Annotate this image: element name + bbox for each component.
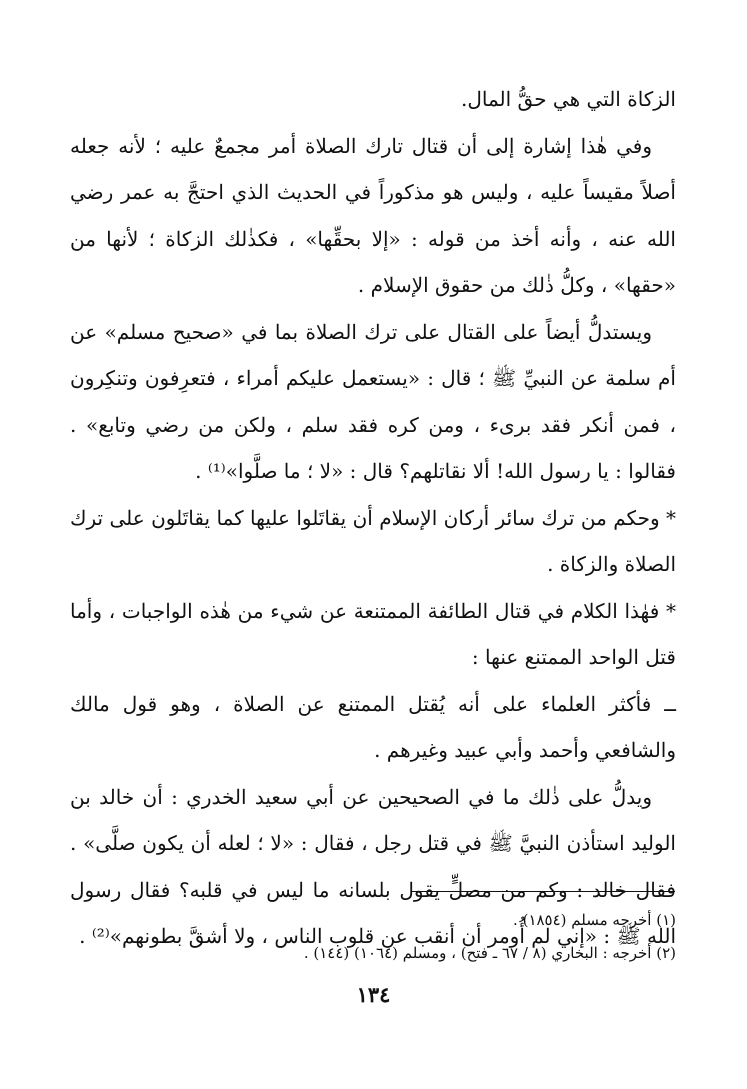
- paragraph-6: ــ فأكثر العلماء على أنه يُقتل الممتنع عن الصلاة ، وهو قول مالك والشافعي وأحمد وأبي عبيد وغيرهم .: [70, 691, 676, 762]
- paragraph-5: * فهٰذا الكلام في قتال الطائفة الممتنعة عن شيء من هٰذه الواجبات ، وأما قتل الواحد الممتنع عنها :: [70, 598, 676, 669]
- paragraph-4: * وحكم من ترك سائر أركان الإسلام أن يقاتَلوا عليها كما يقاتَلون على ترك الصلاة والزكاة .: [70, 505, 676, 576]
- paragraph-7: ويدلُّ على ذٰلك ما في الصحيحين عن أبي سعيد الخدري : أن خالد بن الوليد استأذن النبيَّ ﷺ في قتل رجل ، فقال : «لا ؛ لعله أن يكون صلَّى» . فقال خالد : وكم من مصلٍّ يقول بلسانه ما ليس في قلبه؟ فقال رسول الله ﷺ : «إني لم أُومر أن أنقب عن قلوب الناس ، ولا أشقَّ بطونهم»⁽²⁾ .: [70, 784, 676, 948]
- paragraph-2: وفي هٰذا إشارة إلى أن قتال تارك الصلاة أمر مجمعٌ عليه ؛ لأنه جعله أصلاً مقيساً عليه ، وليس هو مذكوراً في الحديث الذي احتجَّ به عمر رضي الله عنه ، وأنه أخذ من قوله : «إلا بحقِّها» ، فكذٰلك الزكاة ؛ لأنها من «حقها» ، وكلُّ ذٰلك من حقوق الإسلام .: [70, 133, 676, 297]
- footnotes: [110, 904, 676, 970]
- footnote-divider: [412, 891, 675, 892]
- footnote-2: (٢) أخرجه : البخاري (٨ / ٦٧ ـ فتح) ، ومسلم (١٠٦٤) (١٤٤) .: [303, 944, 676, 962]
- paragraph-3: ويستدلُّ أيضاً على القتال على ترك الصلاة بما في «صحيح مسلم» عن أم سلمة عن النبيِّ ﷺ ؛ قال : «يستعمل عليكم أمراء ، فتعرِفون وتنكِرون ، فمن أنكر فقد برىء ، ومن كره فقد سلم ، ولكن من رضي وتابع» . فقالوا : يا رسول الله! ألا نقاتلهم؟ قال : «لا ؛ ما صلَّوا»⁽¹⁾ .: [70, 319, 676, 483]
- footnote-1: (١) أخرجه مسلم (١٨٥٤) .: [513, 911, 676, 929]
- page-number: ١٣٤: [356, 982, 391, 1007]
- main-text: [70, 76, 676, 960]
- paragraph-1: الزكاة التي هي حقُّ المال.: [460, 87, 676, 111]
